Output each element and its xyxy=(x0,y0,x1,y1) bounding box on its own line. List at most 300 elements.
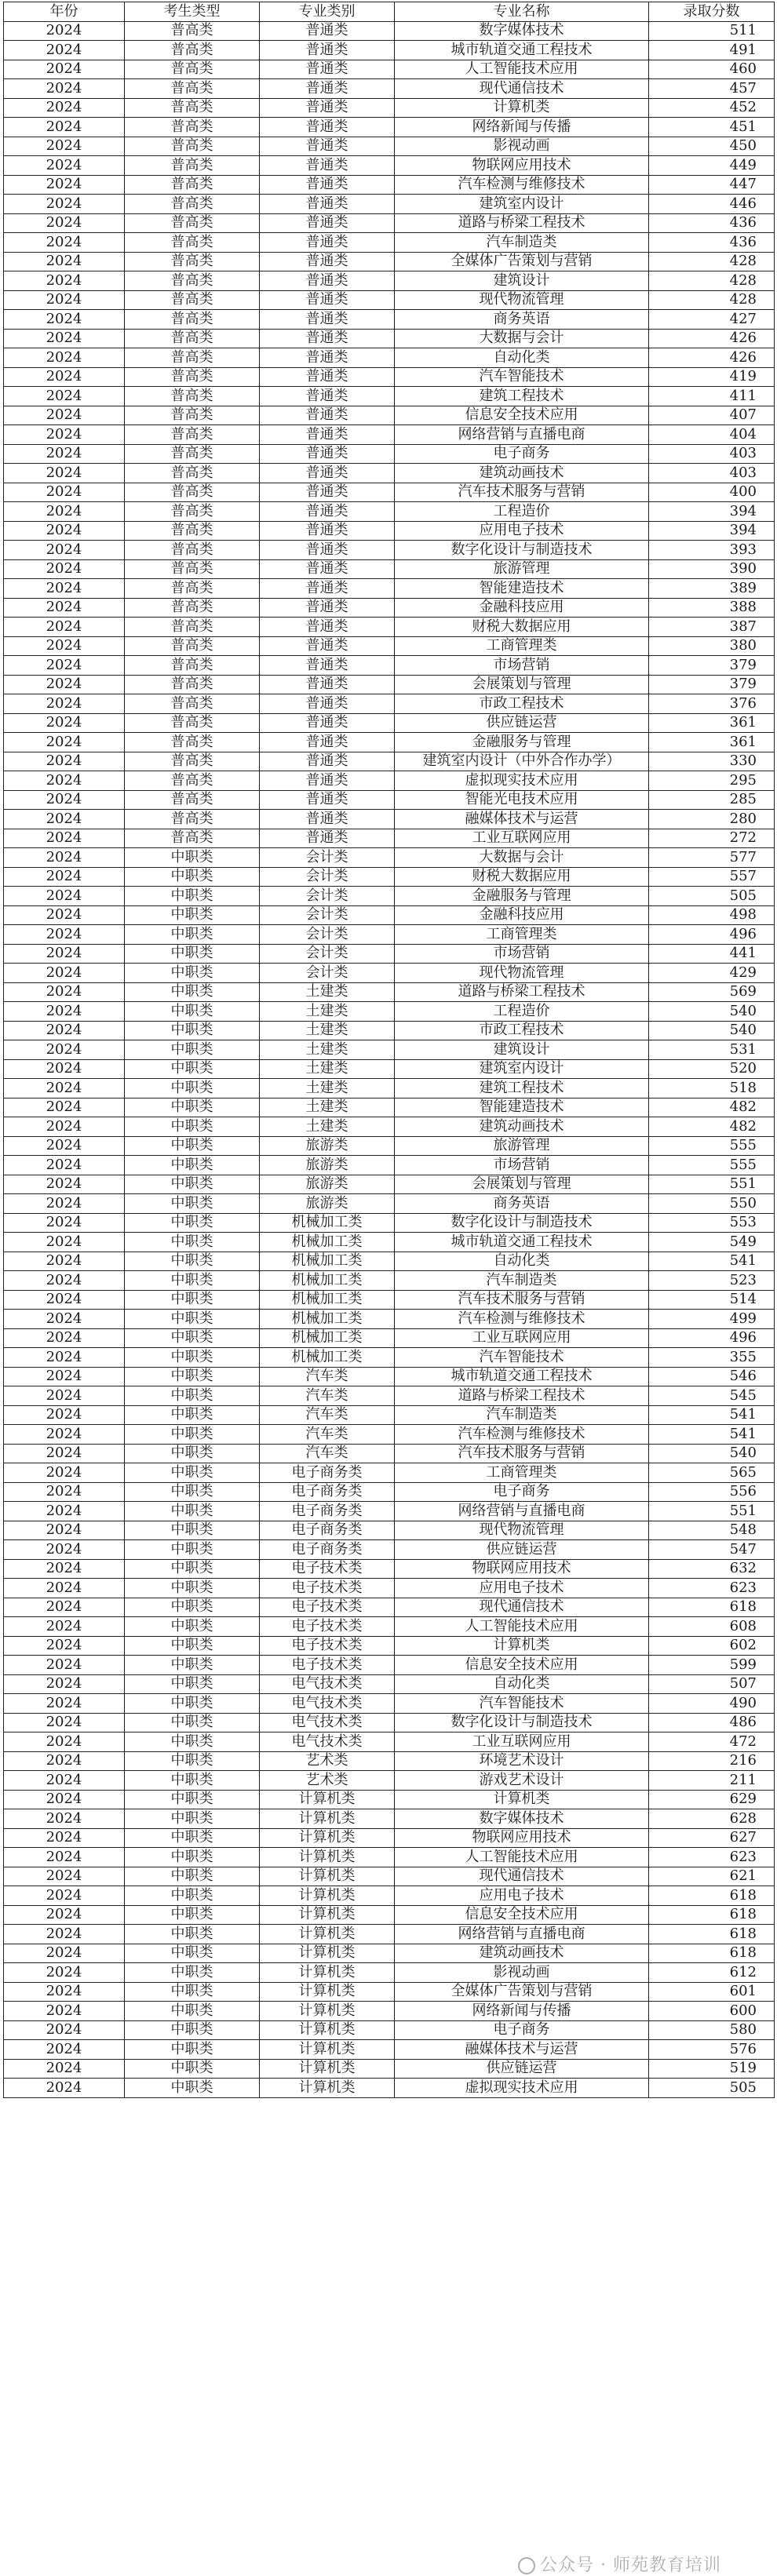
cell-year: 2024 xyxy=(4,252,125,271)
cell-candidate-type: 普高类 xyxy=(125,21,260,41)
table-row xyxy=(4,252,775,271)
cell-year: 2024 xyxy=(4,1771,125,1791)
cell-candidate-type: 中职类 xyxy=(125,1156,260,1175)
cell-score: 482 xyxy=(649,1117,775,1137)
cell-major-category: 机械加工类 xyxy=(260,1271,395,1291)
watermark xyxy=(518,2552,721,2576)
cell-score: 551 xyxy=(649,1502,775,1521)
cell-candidate-type: 中职类 xyxy=(125,1002,260,1022)
cell-year: 2024 xyxy=(4,1540,125,1560)
cell-candidate-type: 普高类 xyxy=(125,290,260,310)
cell-candidate-type: 普高类 xyxy=(125,444,260,464)
cell-major-name: 商务英语 xyxy=(395,1194,649,1214)
cell-candidate-type: 中职类 xyxy=(125,1751,260,1771)
cell-candidate-type: 中职类 xyxy=(125,905,260,925)
table-row xyxy=(4,1828,775,1848)
cell-year: 2024 xyxy=(4,579,125,599)
cell-major-name: 建筑室内设计（中外合作办学） xyxy=(395,752,649,771)
cell-major-name: 人工智能技术应用 xyxy=(395,1617,649,1637)
cell-candidate-type: 中职类 xyxy=(125,1463,260,1483)
table-row xyxy=(4,1982,775,2002)
cell-score: 546 xyxy=(649,1367,775,1386)
table-row xyxy=(4,2079,775,2098)
cell-major-name: 数字媒体技术 xyxy=(395,1809,649,1829)
table-body xyxy=(4,21,775,2097)
cell-score: 577 xyxy=(649,848,775,868)
cell-candidate-type: 中职类 xyxy=(125,1982,260,2002)
cell-major-category: 电子商务类 xyxy=(260,1463,395,1483)
cell-score: 436 xyxy=(649,213,775,233)
cell-score: 511 xyxy=(649,21,775,41)
table-row xyxy=(4,290,775,310)
cell-major-category: 电气技术类 xyxy=(260,1713,395,1733)
cell-major-name: 影视动画 xyxy=(395,1963,649,1983)
cell-major-name: 道路与桥梁工程技术 xyxy=(395,213,649,233)
cell-score: 272 xyxy=(649,829,775,848)
cell-major-category: 普通类 xyxy=(260,233,395,253)
cell-major-category: 普通类 xyxy=(260,195,395,214)
cell-major-category: 机械加工类 xyxy=(260,1328,395,1348)
cell-candidate-type: 中职类 xyxy=(125,1136,260,1156)
cell-major-name: 智能建造技术 xyxy=(395,1098,649,1117)
cell-major-name: 金融服务与管理 xyxy=(395,887,649,906)
cell-score: 490 xyxy=(649,1694,775,1714)
cell-candidate-type: 中职类 xyxy=(125,1175,260,1194)
cell-year: 2024 xyxy=(4,1905,125,1925)
cell-score: 569 xyxy=(649,982,775,1002)
table-row xyxy=(4,982,775,1002)
cell-score: 394 xyxy=(649,502,775,522)
cell-candidate-type: 普高类 xyxy=(125,118,260,137)
cell-candidate-type: 中职类 xyxy=(125,2079,260,2098)
cell-candidate-type: 中职类 xyxy=(125,1636,260,1656)
cell-candidate-type: 普高类 xyxy=(125,618,260,637)
cell-major-name: 信息安全技术应用 xyxy=(395,406,649,425)
table-row xyxy=(4,310,775,330)
cell-major-name: 计算机类 xyxy=(395,1636,649,1656)
cell-score: 555 xyxy=(649,1156,775,1175)
table-row xyxy=(4,964,775,983)
cell-major-category: 普通类 xyxy=(260,521,395,541)
table-row xyxy=(4,1098,775,1117)
table-row xyxy=(4,1713,775,1733)
cell-major-category: 普通类 xyxy=(260,425,395,445)
table-row xyxy=(4,41,775,60)
cell-candidate-type: 中职类 xyxy=(125,867,260,887)
cell-year: 2024 xyxy=(4,290,125,310)
cell-major-name: 市场营销 xyxy=(395,1156,649,1175)
cell-major-name: 金融科技应用 xyxy=(395,598,649,618)
cell-year: 2024 xyxy=(4,944,125,964)
cell-major-category: 会计类 xyxy=(260,964,395,983)
cell-year: 2024 xyxy=(4,1809,125,1829)
cell-candidate-type: 中职类 xyxy=(125,848,260,868)
cell-major-category: 旅游类 xyxy=(260,1175,395,1194)
header-major-category: 专业类别 xyxy=(260,2,395,22)
cell-candidate-type: 中职类 xyxy=(125,1886,260,1906)
cell-candidate-type: 中职类 xyxy=(125,1328,260,1348)
cell-candidate-type: 中职类 xyxy=(125,925,260,945)
cell-year: 2024 xyxy=(4,310,125,330)
header-candidate-type: 考生类型 xyxy=(125,2,260,22)
cell-major-name: 道路与桥梁工程技术 xyxy=(395,1386,649,1406)
table-row xyxy=(4,1925,775,1944)
cell-score: 608 xyxy=(649,1617,775,1637)
cell-year: 2024 xyxy=(4,1175,125,1194)
table-row xyxy=(4,2040,775,2060)
cell-candidate-type: 普高类 xyxy=(125,464,260,483)
table-row xyxy=(4,694,775,714)
cell-candidate-type: 中职类 xyxy=(125,2002,260,2021)
cell-major-name: 网络营销与直播电商 xyxy=(395,425,649,445)
cell-score: 460 xyxy=(649,60,775,79)
cell-major-category: 普通类 xyxy=(260,175,395,195)
table-row xyxy=(4,1867,775,1886)
cell-major-category: 土建类 xyxy=(260,982,395,1002)
cell-major-name: 现代物流管理 xyxy=(395,964,649,983)
cell-score: 507 xyxy=(649,1674,775,1694)
cell-candidate-type: 中职类 xyxy=(125,1848,260,1867)
cell-year: 2024 xyxy=(4,2002,125,2021)
cell-major-name: 电子商务 xyxy=(395,2020,649,2040)
cell-candidate-type: 中职类 xyxy=(125,1502,260,1521)
table-row xyxy=(4,1252,775,1271)
cell-major-name: 网络营销与直播电商 xyxy=(395,1925,649,1944)
cell-score: 553 xyxy=(649,1213,775,1233)
cell-year: 2024 xyxy=(4,1674,125,1694)
table-row xyxy=(4,1444,775,1463)
table-row xyxy=(4,367,775,387)
cell-candidate-type: 普高类 xyxy=(125,810,260,829)
table-row xyxy=(4,406,775,425)
table-row xyxy=(4,1886,775,1906)
cell-candidate-type: 中职类 xyxy=(125,2040,260,2060)
header-major-name: 专业名称 xyxy=(395,2,649,22)
cell-major-category: 普通类 xyxy=(260,464,395,483)
cell-major-category: 会计类 xyxy=(260,887,395,906)
cell-major-category: 普通类 xyxy=(260,41,395,60)
cell-score: 556 xyxy=(649,1482,775,1502)
cell-major-name: 建筑工程技术 xyxy=(395,387,649,406)
table-row xyxy=(4,444,775,464)
cell-year: 2024 xyxy=(4,598,125,618)
cell-score: 557 xyxy=(649,867,775,887)
cell-score: 450 xyxy=(649,137,775,156)
cell-score: 419 xyxy=(649,367,775,387)
cell-score: 388 xyxy=(649,598,775,618)
cell-major-category: 计算机类 xyxy=(260,1905,395,1925)
cell-major-name: 虚拟现实技术应用 xyxy=(395,771,649,791)
cell-score: 449 xyxy=(649,156,775,176)
cell-score: 551 xyxy=(649,1175,775,1194)
cell-major-name: 工商管理类 xyxy=(395,925,649,945)
cell-candidate-type: 普高类 xyxy=(125,502,260,522)
cell-year: 2024 xyxy=(4,2020,125,2040)
cell-major-category: 普通类 xyxy=(260,559,395,579)
cell-major-name: 建筑动画技术 xyxy=(395,1117,649,1137)
cell-score: 436 xyxy=(649,233,775,253)
cell-major-category: 普通类 xyxy=(260,656,395,676)
cell-major-name: 网络营销与直播电商 xyxy=(395,1502,649,1521)
cell-candidate-type: 中职类 xyxy=(125,1559,260,1579)
cell-candidate-type: 中职类 xyxy=(125,1021,260,1040)
table-row xyxy=(4,944,775,964)
cell-score: 499 xyxy=(649,1310,775,1329)
cell-candidate-type: 普高类 xyxy=(125,213,260,233)
cell-major-category: 旅游类 xyxy=(260,1156,395,1175)
cell-major-name: 数字化设计与制造技术 xyxy=(395,1213,649,1233)
cell-candidate-type: 中职类 xyxy=(125,1905,260,1925)
cell-major-category: 会计类 xyxy=(260,905,395,925)
cell-candidate-type: 普高类 xyxy=(125,521,260,541)
cell-score: 621 xyxy=(649,1867,775,1886)
cell-candidate-type: 中职类 xyxy=(125,1310,260,1329)
table-row xyxy=(4,1905,775,1925)
table-row xyxy=(4,1405,775,1425)
cell-score: 457 xyxy=(649,79,775,99)
cell-score: 387 xyxy=(649,618,775,637)
table-row xyxy=(4,1040,775,1060)
cell-year: 2024 xyxy=(4,425,125,445)
cell-major-name: 自动化类 xyxy=(395,1252,649,1271)
table-row xyxy=(4,271,775,291)
cell-major-name: 智能光电技术应用 xyxy=(395,790,649,810)
cell-year: 2024 xyxy=(4,1559,125,1579)
cell-score: 541 xyxy=(649,1252,775,1271)
cell-major-name: 市政工程技术 xyxy=(395,1021,649,1040)
cell-major-category: 机械加工类 xyxy=(260,1213,395,1233)
cell-year: 2024 xyxy=(4,752,125,771)
cell-score: 505 xyxy=(649,887,775,906)
cell-score: 618 xyxy=(649,1925,775,1944)
cell-score: 514 xyxy=(649,1290,775,1310)
cell-major-name: 工业互联网应用 xyxy=(395,1328,649,1348)
cell-year: 2024 xyxy=(4,1079,125,1099)
table-row xyxy=(4,1656,775,1675)
cell-candidate-type: 普高类 xyxy=(125,636,260,656)
cell-major-category: 普通类 xyxy=(260,829,395,848)
cell-candidate-type: 普高类 xyxy=(125,175,260,195)
cell-year: 2024 xyxy=(4,1982,125,2002)
table-row xyxy=(4,21,775,41)
cell-major-category: 土建类 xyxy=(260,1059,395,1079)
cell-year: 2024 xyxy=(4,1944,125,1963)
cell-major-category: 计算机类 xyxy=(260,1944,395,1963)
cell-candidate-type: 中职类 xyxy=(125,1059,260,1079)
table-row xyxy=(4,618,775,637)
table-row xyxy=(4,636,775,656)
cell-candidate-type: 中职类 xyxy=(125,1674,260,1694)
cell-major-category: 普通类 xyxy=(260,118,395,137)
cell-major-category: 计算机类 xyxy=(260,1809,395,1829)
cell-year: 2024 xyxy=(4,1636,125,1656)
cell-score: 394 xyxy=(649,521,775,541)
cell-major-category: 普通类 xyxy=(260,367,395,387)
table-row xyxy=(4,521,775,541)
table-row xyxy=(4,2002,775,2021)
cell-score: 601 xyxy=(649,1982,775,2002)
cell-score: 618 xyxy=(649,1598,775,1617)
cell-major-category: 普通类 xyxy=(260,329,395,348)
cell-year: 2024 xyxy=(4,771,125,791)
cell-major-name: 商务英语 xyxy=(395,310,649,330)
cell-year: 2024 xyxy=(4,98,125,118)
cell-major-category: 普通类 xyxy=(260,387,395,406)
cell-score: 446 xyxy=(649,195,775,214)
table-row xyxy=(4,598,775,618)
cell-major-category: 机械加工类 xyxy=(260,1290,395,1310)
cell-year: 2024 xyxy=(4,1848,125,1867)
cell-major-name: 会展策划与管理 xyxy=(395,1175,649,1194)
table-row xyxy=(4,541,775,560)
cell-score: 216 xyxy=(649,1751,775,1771)
cell-year: 2024 xyxy=(4,60,125,79)
cell-candidate-type: 中职类 xyxy=(125,1405,260,1425)
table-row xyxy=(4,559,775,579)
cell-year: 2024 xyxy=(4,1502,125,1521)
cell-candidate-type: 中职类 xyxy=(125,1040,260,1060)
cell-major-category: 艺术类 xyxy=(260,1751,395,1771)
cell-score: 628 xyxy=(649,1809,775,1829)
cell-year: 2024 xyxy=(4,925,125,945)
wechat-icon xyxy=(518,2557,535,2574)
cell-year: 2024 xyxy=(4,810,125,829)
table-row xyxy=(4,464,775,483)
cell-year: 2024 xyxy=(4,1444,125,1463)
cell-major-category: 普通类 xyxy=(260,483,395,502)
table-row xyxy=(4,425,775,445)
cell-major-category: 普通类 xyxy=(260,79,395,99)
cell-major-category: 普通类 xyxy=(260,598,395,618)
cell-score: 496 xyxy=(649,925,775,945)
table-row xyxy=(4,1848,775,1867)
cell-candidate-type: 中职类 xyxy=(125,1925,260,1944)
table-row xyxy=(4,1156,775,1175)
cell-score: 580 xyxy=(649,2020,775,2040)
cell-major-name: 物联网应用技术 xyxy=(395,156,649,176)
cell-year: 2024 xyxy=(4,1925,125,1944)
cell-major-name: 工商管理类 xyxy=(395,1463,649,1483)
cell-major-category: 汽车类 xyxy=(260,1367,395,1386)
cell-major-category: 机械加工类 xyxy=(260,1310,395,1329)
cell-major-category: 普通类 xyxy=(260,810,395,829)
cell-candidate-type: 普高类 xyxy=(125,60,260,79)
cell-year: 2024 xyxy=(4,848,125,868)
cell-candidate-type: 中职类 xyxy=(125,1482,260,1502)
cell-candidate-type: 普高类 xyxy=(125,98,260,118)
cell-score: 376 xyxy=(649,694,775,714)
cell-major-name: 建筑设计 xyxy=(395,1040,649,1060)
cell-score: 565 xyxy=(649,1463,775,1483)
table-row xyxy=(4,348,775,368)
cell-year: 2024 xyxy=(4,1310,125,1329)
cell-year: 2024 xyxy=(4,905,125,925)
cell-major-name: 环境艺术设计 xyxy=(395,1751,649,1771)
cell-major-category: 普通类 xyxy=(260,252,395,271)
table-row xyxy=(4,2020,775,2040)
cell-year: 2024 xyxy=(4,1021,125,1040)
table-row xyxy=(4,1021,775,1040)
cell-year: 2024 xyxy=(4,887,125,906)
cell-candidate-type: 普高类 xyxy=(125,195,260,214)
cell-major-name: 全媒体广告策划与营销 xyxy=(395,252,649,271)
cell-score: 627 xyxy=(649,1828,775,1848)
cell-major-category: 电气技术类 xyxy=(260,1694,395,1714)
cell-score: 498 xyxy=(649,905,775,925)
cell-score: 547 xyxy=(649,1540,775,1560)
table-row xyxy=(4,1751,775,1771)
cell-major-name: 工业互联网应用 xyxy=(395,829,649,848)
cell-major-category: 普通类 xyxy=(260,213,395,233)
table-row xyxy=(4,1579,775,1598)
table-row xyxy=(4,387,775,406)
cell-score: 612 xyxy=(649,1963,775,1983)
cell-major-category: 普通类 xyxy=(260,675,395,694)
cell-score: 361 xyxy=(649,713,775,733)
cell-major-name: 供应链运营 xyxy=(395,2059,649,2079)
cell-major-name: 现代通信技术 xyxy=(395,1867,649,1886)
table-row xyxy=(4,1002,775,1022)
cell-candidate-type: 普高类 xyxy=(125,310,260,330)
cell-major-name: 建筑动画技术 xyxy=(395,464,649,483)
cell-candidate-type: 普高类 xyxy=(125,771,260,791)
cell-candidate-type: 普高类 xyxy=(125,425,260,445)
cell-major-name: 大数据与会计 xyxy=(395,329,649,348)
cell-year: 2024 xyxy=(4,483,125,502)
table-row xyxy=(4,810,775,829)
cell-candidate-type: 中职类 xyxy=(125,1963,260,1983)
cell-year: 2024 xyxy=(4,1367,125,1386)
table-row xyxy=(4,1809,775,1829)
cell-major-category: 机械加工类 xyxy=(260,1252,395,1271)
cell-major-category: 普通类 xyxy=(260,137,395,156)
cell-score: 540 xyxy=(649,1444,775,1463)
cell-major-name: 人工智能技术应用 xyxy=(395,60,649,79)
table-row xyxy=(4,1636,775,1656)
cell-year: 2024 xyxy=(4,1867,125,1886)
cell-major-category: 普通类 xyxy=(260,579,395,599)
cell-year: 2024 xyxy=(4,79,125,99)
cell-major-name: 汽车技术服务与营销 xyxy=(395,1290,649,1310)
cell-year: 2024 xyxy=(4,733,125,752)
table-row xyxy=(4,771,775,791)
table-row xyxy=(4,118,775,137)
cell-major-name: 市政工程技术 xyxy=(395,694,649,714)
cell-major-category: 普通类 xyxy=(260,156,395,176)
cell-score: 548 xyxy=(649,1521,775,1540)
cell-candidate-type: 普高类 xyxy=(125,579,260,599)
cell-major-category: 土建类 xyxy=(260,1040,395,1060)
cell-candidate-type: 中职类 xyxy=(125,1252,260,1271)
cell-year: 2024 xyxy=(4,1098,125,1117)
cell-major-name: 工业互联网应用 xyxy=(395,1733,649,1752)
cell-major-name: 虚拟现实技术应用 xyxy=(395,2079,649,2098)
cell-major-category: 普通类 xyxy=(260,60,395,79)
cell-major-name: 应用电子技术 xyxy=(395,1886,649,1906)
cell-year: 2024 xyxy=(4,1482,125,1502)
cell-year: 2024 xyxy=(4,829,125,848)
cell-score: 404 xyxy=(649,425,775,445)
cell-candidate-type: 普高类 xyxy=(125,367,260,387)
admission-score-table xyxy=(3,2,775,2098)
table-row xyxy=(4,1694,775,1714)
cell-candidate-type: 普高类 xyxy=(125,483,260,502)
cell-major-category: 计算机类 xyxy=(260,2079,395,2098)
cell-year: 2024 xyxy=(4,1521,125,1540)
cell-year: 2024 xyxy=(4,790,125,810)
cell-candidate-type: 中职类 xyxy=(125,1540,260,1560)
table-row xyxy=(4,752,775,771)
